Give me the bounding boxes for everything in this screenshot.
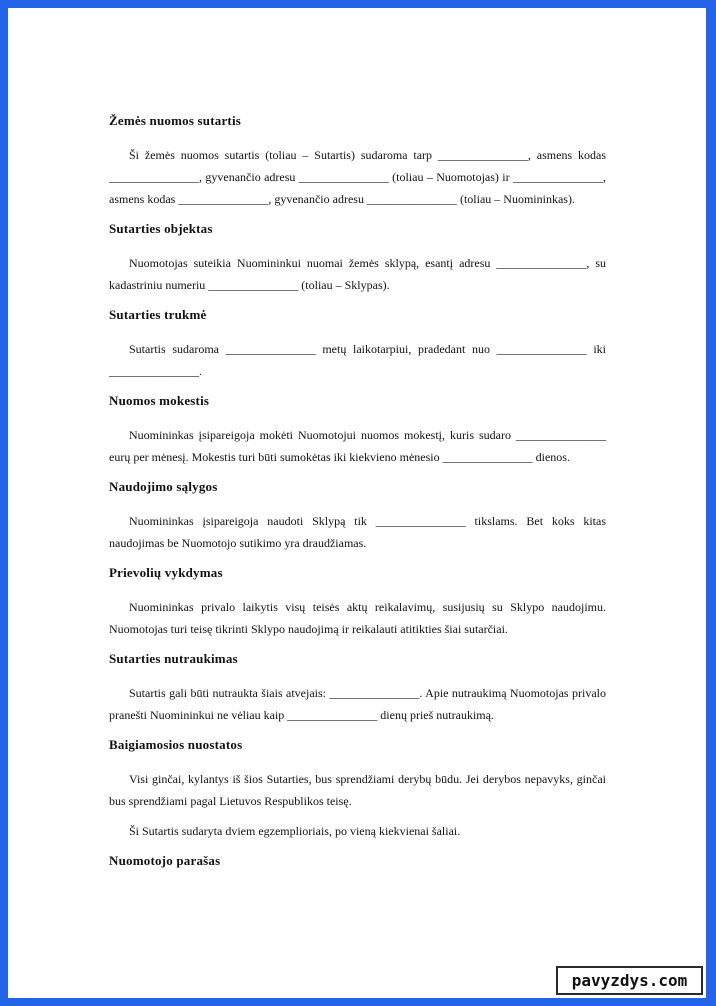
section-heading-obligations: Prievolių vykdymas — [109, 565, 223, 580]
section-text-fee: Nuomininkas įsipareigoja mokėti Nuomotojui nuomos mokestį, kuris sudaro _______________ eurų per mėnesį. Mokestis turi būti sumokėtas iki kiekvieno mėnesio _______________ dienos. — [109, 428, 606, 464]
section-text-usage: Nuomininkas įsipareigoja naudoti Sklypą tik _______________ tikslams. Bet koks kitas naudojimas be Nuomotojo sutikimo yra draudžiamas. — [109, 514, 606, 550]
document-page — [8, 8, 706, 998]
intro-paragraph: Ši žemės nuomos sutartis (toliau – Sutartis) sudaroma tarp _______________, asmens kodas _______________, gyvenančio adresu _______________ (toliau – Nuomotojas) ir _______________, asmens kodas _______________, gyvenančio adresu _______________ (toliau – Nuomininkas). — [109, 148, 606, 206]
section-heading-termination: Sutarties nutraukimas — [109, 651, 238, 666]
section-text-final: Visi ginčai, kylantys iš šios Sutarties, bus sprendžiami derybų būdu. Jei derybos nepavyks, ginčai bus sprendžiami pagal Lietuvos Respublikos teisę. — [109, 772, 606, 808]
section-text-duration: Sutartis sudaroma _______________ metų laikotarpiui, pradedant nuo _______________ iki _______________. — [109, 342, 606, 378]
section-heading-final: Baigiamosios nuostatos — [109, 737, 243, 752]
document-title: Žemės nuomos sutartis — [109, 113, 242, 128]
section-text-obligations: Nuomininkas privalo laikytis visų teisės aktų reikalavimų, susijusių su Sklypo naudojimu. Nuomotojas turi teisę tikrinti Sklypo naudojimą ir reikalauti atitikties šiai sutarčiai. — [109, 600, 606, 636]
section-heading-object: Sutarties objektas — [109, 221, 213, 236]
section-heading-fee: Nuomos mokestis — [109, 393, 210, 408]
signature-heading: Nuomotojo parašas — [109, 853, 221, 868]
section-text-termination: Sutartis gali būti nutraukta šiais atvejais: _______________. Apie nutraukimą Nuomotojas privalo pranešti Nuomininkui ne vėliau kaip _______________ dienų prieš nutraukimą. — [109, 686, 606, 722]
document-body — [109, 104, 606, 878]
section-heading-usage: Naudojimo sąlygos — [109, 479, 218, 494]
section-heading-duration: Sutarties trukmė — [109, 307, 207, 322]
watermark-badge[interactable]: pavyzdys.com — [556, 966, 703, 995]
section-text-object: Nuomotojas suteikia Nuomininkui nuomai žemės sklypą, esantį adresu _______________, su kadastriniu numeriu _______________ (toliau – Sklypas). — [109, 256, 606, 292]
section-text-final-2: Ši Sutartis sudaryta dviem egzemplioriais, po vieną kiekvienai šaliai. — [129, 824, 461, 838]
